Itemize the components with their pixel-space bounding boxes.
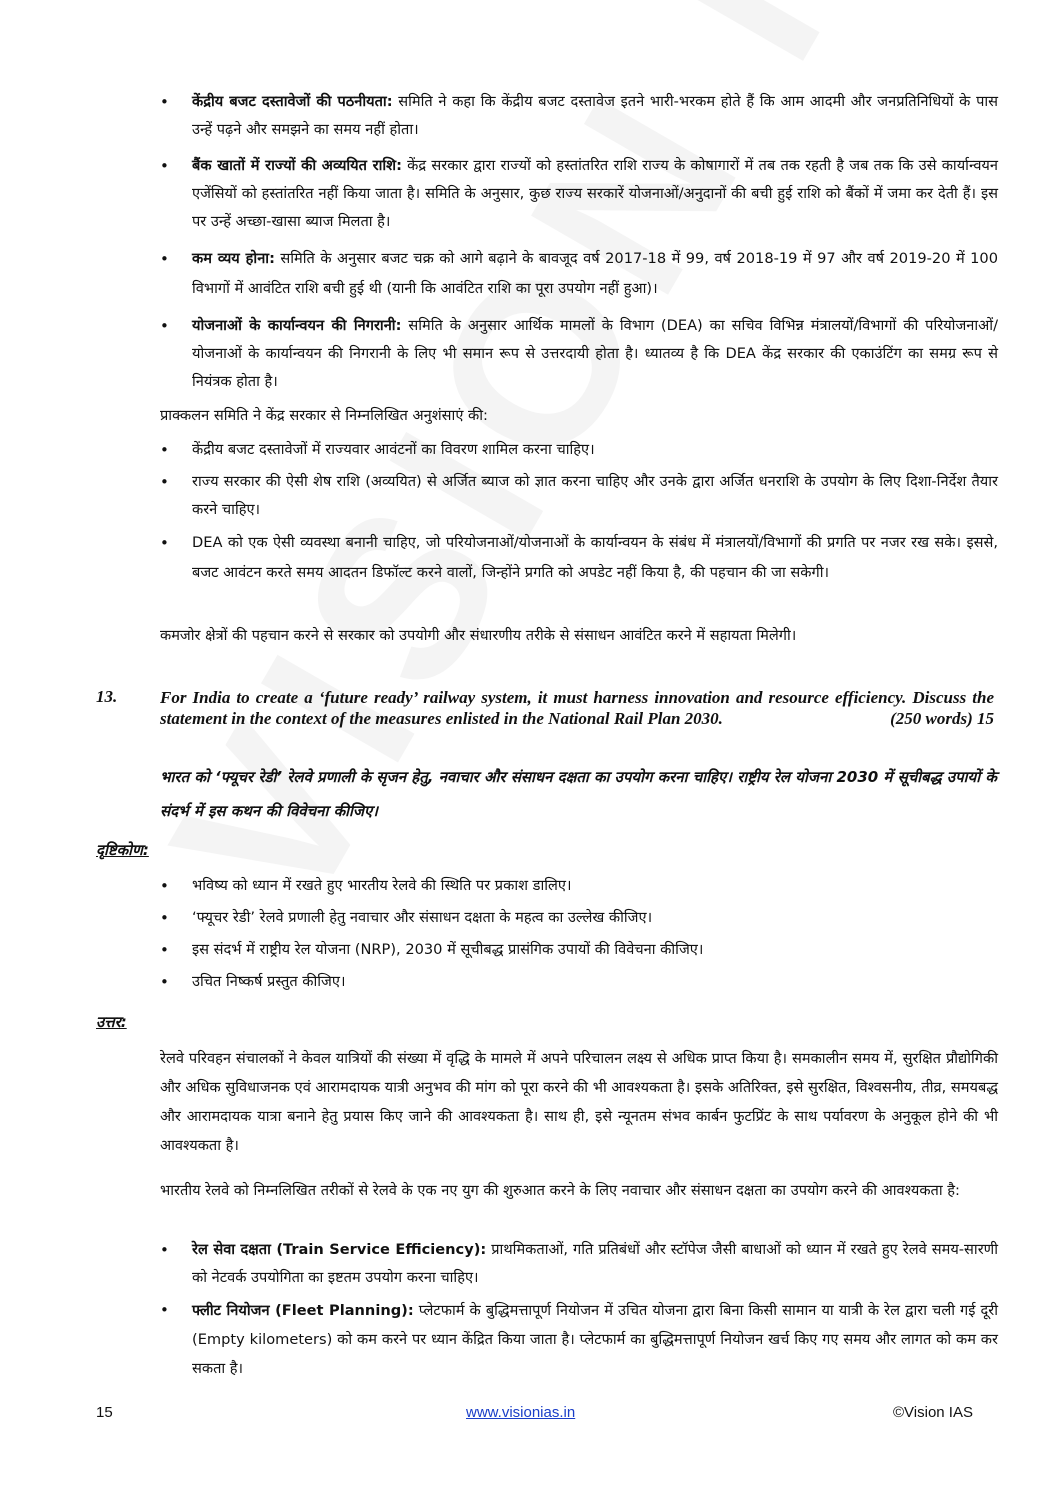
bullet-body: प्राथमिकताओं, गति प्रतिबंधों और स्टॉपेज जैसी बाधाओं को ध्यान में रखते हुए रेलवे समय-सारणी को नेटवर्क उपयोगिता का इष्टतम उपयोग करना चाहिए। [192, 1241, 999, 1286]
list-item: • उचित निष्कर्ष प्रस्तुत कीजिए। [160, 968, 998, 996]
bullet-list-approach [160, 872, 998, 996]
bullet-body: केंद्र सरकार द्वारा राज्यों को हस्तांतरित राशि राज्य के कोषागारों में तब तक रहती है जब तक कि उसे कार्यान्वयन एजेंसियों को हस्तांतरित नहीं किया जाता है। समिति के अनुसार, कुछ राज्य सरकारें योजनाओं/अनुदानों की बची हुई राशि को बैंकों में जमा कर देती हैं। इस पर उन्हें अच्छा-खासा ब्याज मिलता है। [192, 157, 998, 230]
question-number: 13. [96, 687, 118, 706]
recommendations-intro: प्राक्कलन समिति ने केंद्र सरकार से निम्नलिखित अनुशंसाएं की: [160, 407, 488, 424]
bullet-title: रेल सेवा दक्षता (Train Service Efficiency): [192, 1241, 487, 1258]
bullet-body: समिति के अनुसार बजट चक्र को आगे बढ़ाने के बावजूद वर्ष 2017-18 में 99, वर्ष 2018-19 में 97 और वर्ष 2019-20 में 100 विभागों में आवंटित राशि बची हुई थी (यानी कि आवंटित राशि का पूरा उपयोग नहीं हुआ)। [192, 250, 998, 297]
bullet-title: योजनाओं के कार्यान्वयन की निगरानी: [192, 317, 402, 334]
bullet-list-committee-findings [160, 88, 998, 396]
bullet-title: बैंक खातों में राज्यों की अव्ययित राशि: [192, 157, 402, 174]
bullet-list-answer [160, 1236, 998, 1383]
list-item [160, 312, 998, 396]
copyright: ©Vision IAS [893, 1404, 973, 1421]
list-item [160, 88, 998, 144]
list-item [160, 1236, 998, 1292]
bullet-body: समिति के अनुसार आर्थिक मामलों के विभाग (DEA) का सचिव विभिन्न मंत्रालयों/विभागों की परियोजनाओं/योजनाओं के कार्यान्वयन की निगरानी के लिए भी समान रूप से उत्तरदायी होता है। ध्यातव्य है कि DEA केंद्र सरकार की एकाउंटिंग का समग्र रूप से नियंत्रक होता है। [192, 317, 998, 390]
answer-paragraph-2: भारतीय रेलवे को निम्नलिखित तरीकों से रेलवे के एक नए युग की शुरुआत करने के लिए नवाचार और संसाधन दक्षता का उपयोग करने की आवश्यकता है: [160, 1182, 960, 1199]
page-number: 15 [96, 1404, 113, 1421]
list-item [160, 1296, 998, 1383]
list-item: • ‘फ्यूचर रेडी’ रेलवे प्रणाली हेतु नवाचार और संसाधन दक्षता के महत्व का उल्लेख कीजिए। [160, 904, 998, 932]
bullet-title: केंद्रीय बजट दस्तावेजों की पठनीयता: [192, 93, 393, 110]
bullet-body: प्लेटफार्म के बुद्धिमत्तापूर्ण नियोजन में उचित योजना द्वारा बिना किसी सामान या यात्री के रेल द्वारा चली गई दूरी (Empty kilometers) को कम करने पर ध्यान केंद्रित किया जाता है। प्लेटफार्म का बुद्धिमत्तापूर्ण नियोजन खर्च किए गए समय और लागत को कम कर सकता है। [192, 1302, 998, 1377]
answer-paragraph-1: रेलवे परिवहन संचालकों ने केवल यात्रियों की संख्या में वृद्धि के मामले में अपने परिचालन लक्ष्य से अधिक प्राप्त किया है। समकालीन समय में, सुरक्षित प्रौद्योगिकी और अधिक सुविधाजनक एवं आरामदायक यात्री अनुभव की मांग को पूरा करने की भी आवश्यकता है। इसके अतिरिक्त, इसे सुरक्षित, विश्वसनीय, तीव्र, समयबद्ध और आरामदायक यात्रा बनाने हेतु प्रयास किए जाने की आवश्यकता है। साथ ही, इसे न्यूनतम संभव कार्बन फुटप्रिंट के साथ पर्यावरण के अनुकूल होने की भी आवश्यकता है। [160, 1050, 998, 1154]
bullet-title: कम व्यय होना: [192, 250, 275, 267]
list-item: • राज्य सरकार की ऐसी शेष राशि (अव्ययित) से अर्जित ब्याज को ज्ञात करना चाहिए और उनके द्वारा अर्जित धनराशि के उपयोग के लिए दिशा-निर्देश तैयार करने चाहिए। [160, 468, 998, 524]
question-hindi: भारत को ‘फ्यूचर रेडी’ रेलवे प्रणाली के सृजन हेतु, नवाचार और संसाधन दक्षता का उपयोग करना चाहिए। राष्ट्रीय रेल योजना 2030 में सूचीबद्ध उपायों के संदर्भ में इस कथन की विवेचना कीजिए। [160, 768, 997, 820]
approach-heading: दृष्टिकोण: [96, 841, 149, 859]
list-item [160, 244, 998, 304]
list-item: • भविष्य को ध्यान में रखते हुए भारतीय रेलवे की स्थिति पर प्रकाश डालिए। [160, 872, 998, 900]
weak-sectors-paragraph: कमजोर क्षेत्रों की पहचान करने से सरकार को उपयोगी और संधारणीय तरीके से संसाधन आवंटित करने में सहायता मिलेगी। [160, 627, 797, 644]
question-english [160, 687, 994, 729]
website-link[interactable]: www.visionias.in [466, 1404, 576, 1421]
question-text: For India to create a ‘future ready’ railway system, it must harness innovation and resource efficiency. Discuss the statement in the context of the measures enlisted in the National Rail Plan 2030. [160, 688, 994, 728]
list-item: • केंद्रीय बजट दस्तावेजों में राज्यवार आवंटनों का विवरण शामिल करना चाहिए। [160, 436, 998, 464]
list-item [160, 152, 998, 236]
bullet-title: फ्लीट नियोजन (Fleet Planning): [192, 1302, 414, 1319]
bullet-body: समिति ने कहा कि केंद्रीय बजट दस्तावेज इतने भारी-भरकम होते हैं कि आम आदमी और जनप्रतिनिधियों के पास उन्हें पढ़ने और समझने का समय नहीं होता। [192, 93, 999, 138]
bullet-list-recommendations [160, 436, 998, 588]
answer-heading: उत्तर: [96, 1013, 127, 1031]
question-marks: (250 words) 15 [890, 709, 994, 728]
list-item: • इस संदर्भ में राष्ट्रीय रेल योजना (NRP), 2030 में सूचीबद्ध प्रासंगिक उपायों की विवेचना कीजिए। [160, 936, 998, 964]
list-item: • DEA को एक ऐसी व्यवस्था बनानी चाहिए, जो परियोजनाओं/योजनाओं के कार्यान्वयन के संबंध में मंत्रालयों/विभागों की प्रगति पर नजर रख सके। इससे, बजट आवंटन करते समय आदतन डिफॉल्ट करने वालों, जिन्होंने प्रगति को अपडेट नहीं किया है, की पहचान की जा सकेगी। [160, 528, 998, 588]
